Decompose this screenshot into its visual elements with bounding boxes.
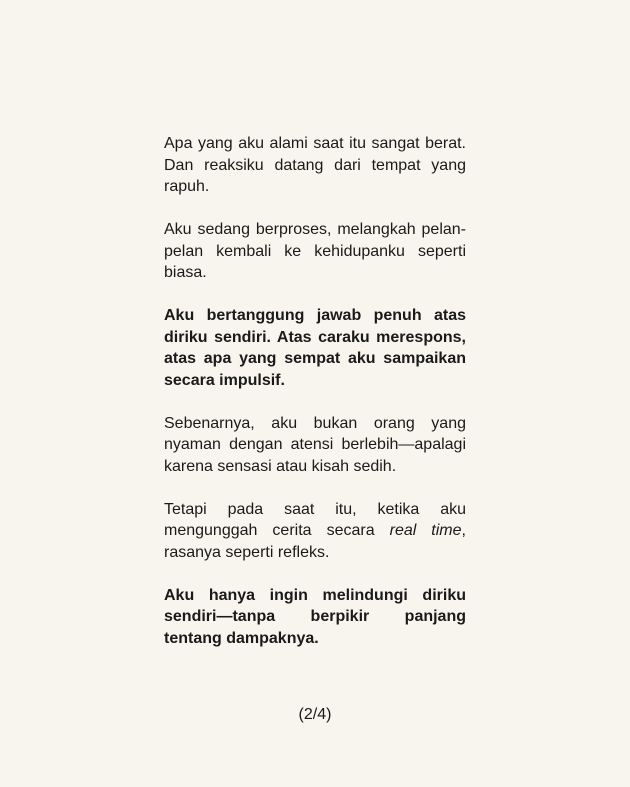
text-body xyxy=(164,133,466,671)
paragraph-5-text-after: , rasanya seperti refleks. xyxy=(164,522,466,561)
paragraph-3-bold: Aku bertanggung jawab penuh atas diriku sendiri. Atas caraku merespons, atas apa yang sempat aku sampaikan secara impulsif. xyxy=(164,307,466,389)
paragraph-5 xyxy=(164,499,466,564)
paragraph-4: Sebenarnya, aku bukan orang yang nyaman dengan atensi berlebih—apalagi karena sensasi atau kisah sedih. xyxy=(164,414,466,475)
paragraph-1: Apa yang aku alami saat itu sangat berat. Dan reaksiku datang dari tempat yang rapuh. xyxy=(164,135,466,195)
paragraph-5-text-before: Tetapi pada saat itu, ketika aku mengunggah cerita secara xyxy=(164,500,466,539)
paragraph-5-italic: real time xyxy=(389,522,462,539)
paragraph-6-bold: Aku hanya ingin melindungi diriku sendiri—tanpa berpikir panjang tentang dampaknya. xyxy=(164,586,466,647)
paragraph-2: Aku sedang berproses, melangkah pelan-pelan kembali ke kehidupanku seperti biasa. xyxy=(164,221,466,281)
page-number: (2/4) xyxy=(298,706,332,723)
